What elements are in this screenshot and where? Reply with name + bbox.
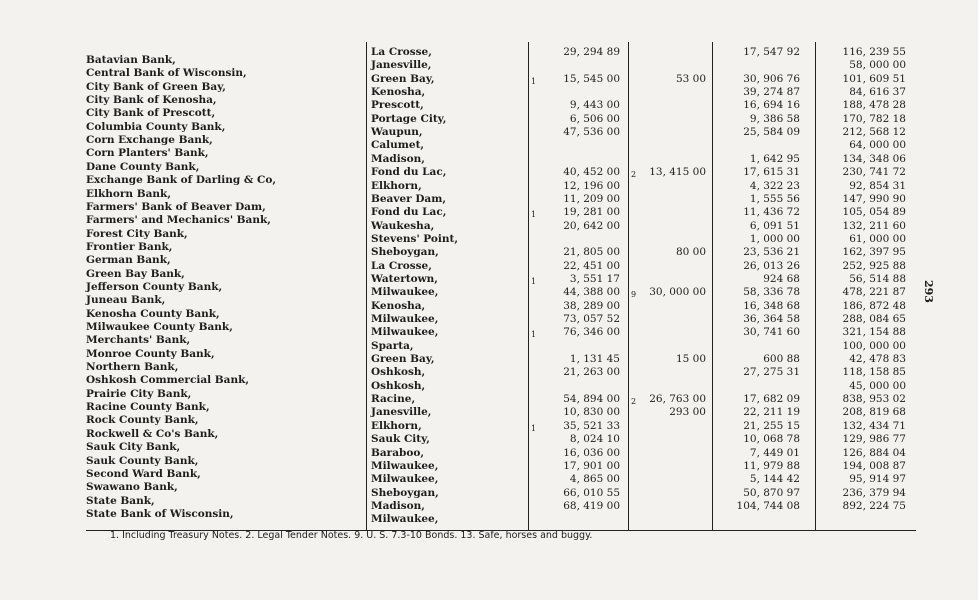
amount-v3: 924 68 [763, 272, 800, 285]
amount-v3: 1, 642 95 [749, 152, 800, 165]
town-name: Milwaukee, [371, 473, 439, 486]
amount-v3: 30, 741 60 [743, 326, 800, 339]
bank-name: Oshkosh Commercial Bank, [86, 374, 250, 387]
amount-v1: 12, 196 00 [563, 179, 620, 192]
amount-v1: 21, 805 00 [563, 246, 620, 259]
amount-v1: 17, 901 00 [563, 459, 620, 472]
town-name: Prescott, [371, 99, 424, 112]
amount-v3: 9, 386 58 [749, 112, 800, 125]
amount-v3: 4, 322 23 [749, 179, 800, 192]
bank-name: Rock County Bank, [86, 414, 199, 427]
amount-v4: 892, 224 75 [842, 499, 906, 512]
footnote-ref: 1 [531, 76, 537, 86]
amount-v3: 6, 091 51 [749, 219, 800, 232]
town-name: Racine, [371, 393, 416, 406]
amount-v4: 132, 211 60 [842, 219, 906, 232]
amount-v4: 236, 379 94 [842, 486, 906, 499]
amount-v3: 17, 615 31 [743, 166, 800, 179]
amount-v1: 21, 263 00 [563, 366, 620, 379]
amount-v3: 16, 348 68 [743, 299, 800, 312]
bank-name: Monroe County Bank, [86, 347, 215, 360]
town-name: Baraboo, [371, 446, 425, 459]
bank-name: Farmers' and Mechanics' Bank, [86, 214, 271, 227]
amount-v3: 27, 275 31 [743, 366, 800, 379]
amount-v3: 17, 547 92 [743, 46, 800, 58]
amount-v4: 42, 478 83 [849, 353, 906, 366]
town-name: Oshkosh, [371, 379, 426, 392]
town-name: La Crosse, [371, 46, 432, 58]
bank-name: Jefferson County Bank, [86, 280, 223, 293]
amount-v4: 134, 348 06 [842, 152, 906, 165]
amount-v4: 100, 000 00 [842, 339, 906, 352]
town-name: Milwaukee, [371, 286, 439, 299]
town-name: Elkhorn, [371, 419, 422, 432]
amount-v3: 36, 364 58 [743, 313, 800, 325]
town-name: Janesville, [371, 59, 432, 72]
bank-name: Farmers' Bank of Beaver Dam, [86, 200, 266, 213]
amount-v4: 838, 953 02 [842, 393, 906, 406]
bank-name: Central Bank of Wisconsin, [86, 67, 247, 80]
amount-v4: 61, 000 00 [849, 232, 906, 245]
town-name: Sheboygan, [371, 486, 439, 499]
amount-v4: 64, 000 00 [849, 139, 906, 152]
town-name: Janesville, [371, 406, 432, 419]
amount-v4: 92, 854 31 [849, 179, 906, 192]
amount-v4: 95, 914 97 [849, 473, 906, 486]
town-name: Madison, [371, 499, 425, 512]
bank-name: Juneau Bank, [86, 294, 166, 307]
amount-v1: 66, 010 55 [563, 486, 620, 499]
amount-v1: 29, 294 89 [563, 46, 620, 58]
amount-v4: 208, 819 68 [842, 406, 906, 419]
amount-v4: 194, 008 87 [842, 459, 906, 472]
amount-v4: 105, 054 89 [842, 206, 906, 219]
amount-v3: 600 88 [763, 353, 800, 366]
bank-name: Batavian Bank, [86, 54, 176, 66]
amount-v1: 19, 281 00 [563, 206, 620, 219]
bank-name: Green Bay Bank, [86, 267, 185, 280]
bank-name: Milwaukee County Bank, [86, 321, 233, 333]
town-name: La Crosse, [371, 259, 432, 272]
amount-v3: 104, 744 08 [736, 499, 800, 512]
footnote-ref: 2 [631, 397, 637, 407]
amount-v4: 212, 568 12 [842, 126, 906, 139]
town-name: Fond du Lac, [371, 166, 447, 179]
amount-v2: 30, 000 00 [649, 286, 706, 299]
footnote-ref: 1 [531, 276, 537, 286]
town-name: Milwaukee, [371, 459, 439, 472]
amount-v1: 76, 346 00 [563, 326, 620, 339]
column-rule [528, 42, 529, 530]
town-name: Kenosha, [371, 86, 426, 99]
town-name: Waupun, [371, 126, 423, 139]
amount-v3: 10, 068 78 [743, 433, 800, 446]
bank-name: Rockwell & Co's Bank, [86, 427, 219, 440]
amount-v4: 126, 884 04 [842, 446, 906, 459]
bank-name: Swawano Bank, [86, 481, 178, 494]
amount-v4: 147, 990 90 [842, 192, 906, 205]
amount-v4: 58, 000 00 [849, 59, 906, 72]
footnote-ref: 9 [631, 290, 637, 300]
town-name: Milwaukee, [371, 313, 439, 325]
amount-v3: 23, 536 21 [743, 246, 800, 259]
amount-v1: 1, 131 45 [569, 353, 620, 366]
amount-v1: 54, 894 00 [563, 393, 620, 406]
amount-v2: 13, 415 00 [649, 166, 706, 179]
amount-v3: 17, 682 09 [743, 393, 800, 406]
amount-v3: 11, 436 72 [743, 206, 800, 219]
amount-v2: 53 00 [675, 72, 706, 85]
town-name: Green Bay, [371, 72, 435, 85]
amount-v1: 15, 545 00 [563, 72, 620, 85]
bank-name: German Bank, [86, 254, 171, 267]
town-name: Fond du Lac, [371, 206, 447, 219]
amount-v4: 252, 925 88 [842, 259, 906, 272]
bank-name: Racine County Bank, [86, 401, 210, 414]
amount-v2: 15 00 [675, 353, 706, 366]
amount-v4: 321, 154 88 [842, 326, 906, 339]
town-name: Sheboygan, [371, 246, 439, 259]
amount-v1: 40, 452 00 [563, 166, 620, 179]
bank-name: Exchange Bank of Darling & Co, [86, 174, 277, 187]
page-number: 293 [922, 280, 935, 303]
town-name: Sparta, [371, 339, 414, 352]
bank-name: City Bank of Kenosha, [86, 94, 217, 107]
amount-v4: 116, 239 55 [842, 46, 906, 58]
amount-v1: 4, 865 00 [569, 473, 620, 486]
bank-name: Merchants' Bank, [86, 334, 191, 347]
bank-name: State Bank of Wisconsin, [86, 507, 234, 520]
amount-v3: 26, 013 26 [743, 259, 800, 272]
bank-name: Sauk County Bank, [86, 454, 199, 467]
bank-name: Kenosha County Bank, [86, 307, 220, 320]
amount-v4: 56, 514 88 [849, 272, 906, 285]
amount-v4: 230, 741 72 [842, 166, 906, 179]
amount-v3: 25, 584 09 [743, 126, 800, 139]
column-rule [366, 42, 367, 530]
amount-v1: 10, 830 00 [563, 406, 620, 419]
amount-v3: 30, 906 76 [743, 72, 800, 85]
amount-v4: 84, 616 37 [849, 86, 906, 99]
town-name: Calumet, [371, 139, 425, 152]
town-name: Stevens' Point, [371, 232, 459, 245]
bank-name: Dane County Bank, [86, 160, 200, 173]
amount-v4: 162, 397 95 [842, 246, 906, 259]
town-name: Watertown, [371, 272, 438, 285]
town-name: Milwaukee, [371, 513, 439, 526]
town-name: Kenosha, [371, 299, 426, 312]
amount-v3: 1, 000 00 [749, 232, 800, 245]
amount-v1: 6, 506 00 [569, 112, 620, 125]
town-name: Green Bay, [371, 353, 435, 366]
bank-name: State Bank, [86, 494, 155, 507]
amount-v1: 11, 209 00 [563, 192, 620, 205]
amount-v1: 35, 521 33 [563, 419, 620, 432]
town-name: Milwaukee, [371, 326, 439, 339]
bank-name: Northern Bank, [86, 361, 179, 374]
amount-v3: 11, 979 88 [743, 459, 800, 472]
footnote-ref: 1 [531, 210, 537, 220]
amount-v4: 45, 000 00 [849, 379, 906, 392]
town-name: Elkhorn, [371, 179, 422, 192]
bank-name: Corn Planters' Bank, [86, 147, 209, 160]
town-name: Sauk City, [371, 433, 430, 446]
bank-name: Sauk City Bank, [86, 441, 181, 454]
bank-name: Prairie City Bank, [86, 387, 192, 400]
amount-v1: 8, 024 10 [569, 433, 620, 446]
amount-v3: 7, 449 01 [749, 446, 800, 459]
amount-v4: 101, 609 51 [842, 72, 906, 85]
amount-v1: 3, 551 17 [569, 272, 620, 285]
amount-v2: 293 00 [669, 406, 706, 419]
amount-v1: 68, 419 00 [563, 499, 620, 512]
amount-v3: 1, 555 56 [749, 192, 800, 205]
amount-v3: 22, 211 19 [743, 406, 800, 419]
amount-v3: 21, 255 15 [743, 419, 800, 432]
bank-name: Forest City Bank, [86, 227, 188, 240]
bank-name: City Bank of Green Bay, [86, 80, 226, 93]
amount-v1: 16, 036 00 [563, 446, 620, 459]
footnote-ref: 1 [531, 330, 537, 340]
town-name: Portage City, [371, 112, 447, 125]
town-name: Beaver Dam, [371, 192, 447, 205]
amount-v3: 5, 144 42 [749, 473, 800, 486]
bank-name: Elkhorn Bank, [86, 187, 171, 200]
amount-v1: 20, 642 00 [563, 219, 620, 232]
column-rule [815, 42, 816, 530]
amount-v1: 44, 388 00 [563, 286, 620, 299]
amount-v1: 9, 443 00 [569, 99, 620, 112]
bank-name: City Bank of Prescott, [86, 107, 216, 120]
column-rule [712, 42, 713, 530]
amount-v3: 58, 336 78 [743, 286, 800, 299]
bank-name: Corn Exchange Bank, [86, 134, 213, 147]
town-name: Waukesha, [371, 219, 435, 232]
town-name: Madison, [371, 152, 425, 165]
amount-v1: 22, 451 00 [563, 259, 620, 272]
amount-v1: 73, 057 52 [563, 313, 620, 325]
column-rule [628, 42, 629, 530]
footnote-ref: 1 [531, 423, 537, 433]
bank-name: Second Ward Bank, [86, 467, 201, 480]
bank-name: Frontier Bank, [86, 240, 173, 253]
amount-v4: 288, 084 65 [842, 313, 906, 325]
amount-v1: 47, 536 00 [563, 126, 620, 139]
amount-v1: 38, 289 00 [563, 299, 620, 312]
amount-v4: 118, 158 85 [842, 366, 906, 379]
amount-v4: 170, 782 18 [842, 112, 906, 125]
amount-v4: 186, 872 48 [842, 299, 906, 312]
amount-v2: 26, 763 00 [649, 393, 706, 406]
amount-v4: 132, 434 71 [842, 419, 906, 432]
amount-v2: 80 00 [675, 246, 706, 259]
amount-v3: 50, 870 97 [743, 486, 800, 499]
footnote-ref: 2 [631, 170, 637, 180]
amount-v3: 39, 274 87 [743, 86, 800, 99]
amount-v3: 16, 694 16 [743, 99, 800, 112]
footnote: 1. Including Treasury Notes. 2. Legal Tender Notes. 9. U. S. 7.3-10 Bonds. 13. Safe, horses and buggy. [110, 530, 593, 541]
amount-v4: 188, 478 28 [842, 99, 906, 112]
bank-name: Columbia County Bank, [86, 120, 226, 133]
amount-v4: 478, 221 87 [842, 286, 906, 299]
amount-v4: 129, 986 77 [842, 433, 906, 446]
town-name: Oshkosh, [371, 366, 426, 379]
